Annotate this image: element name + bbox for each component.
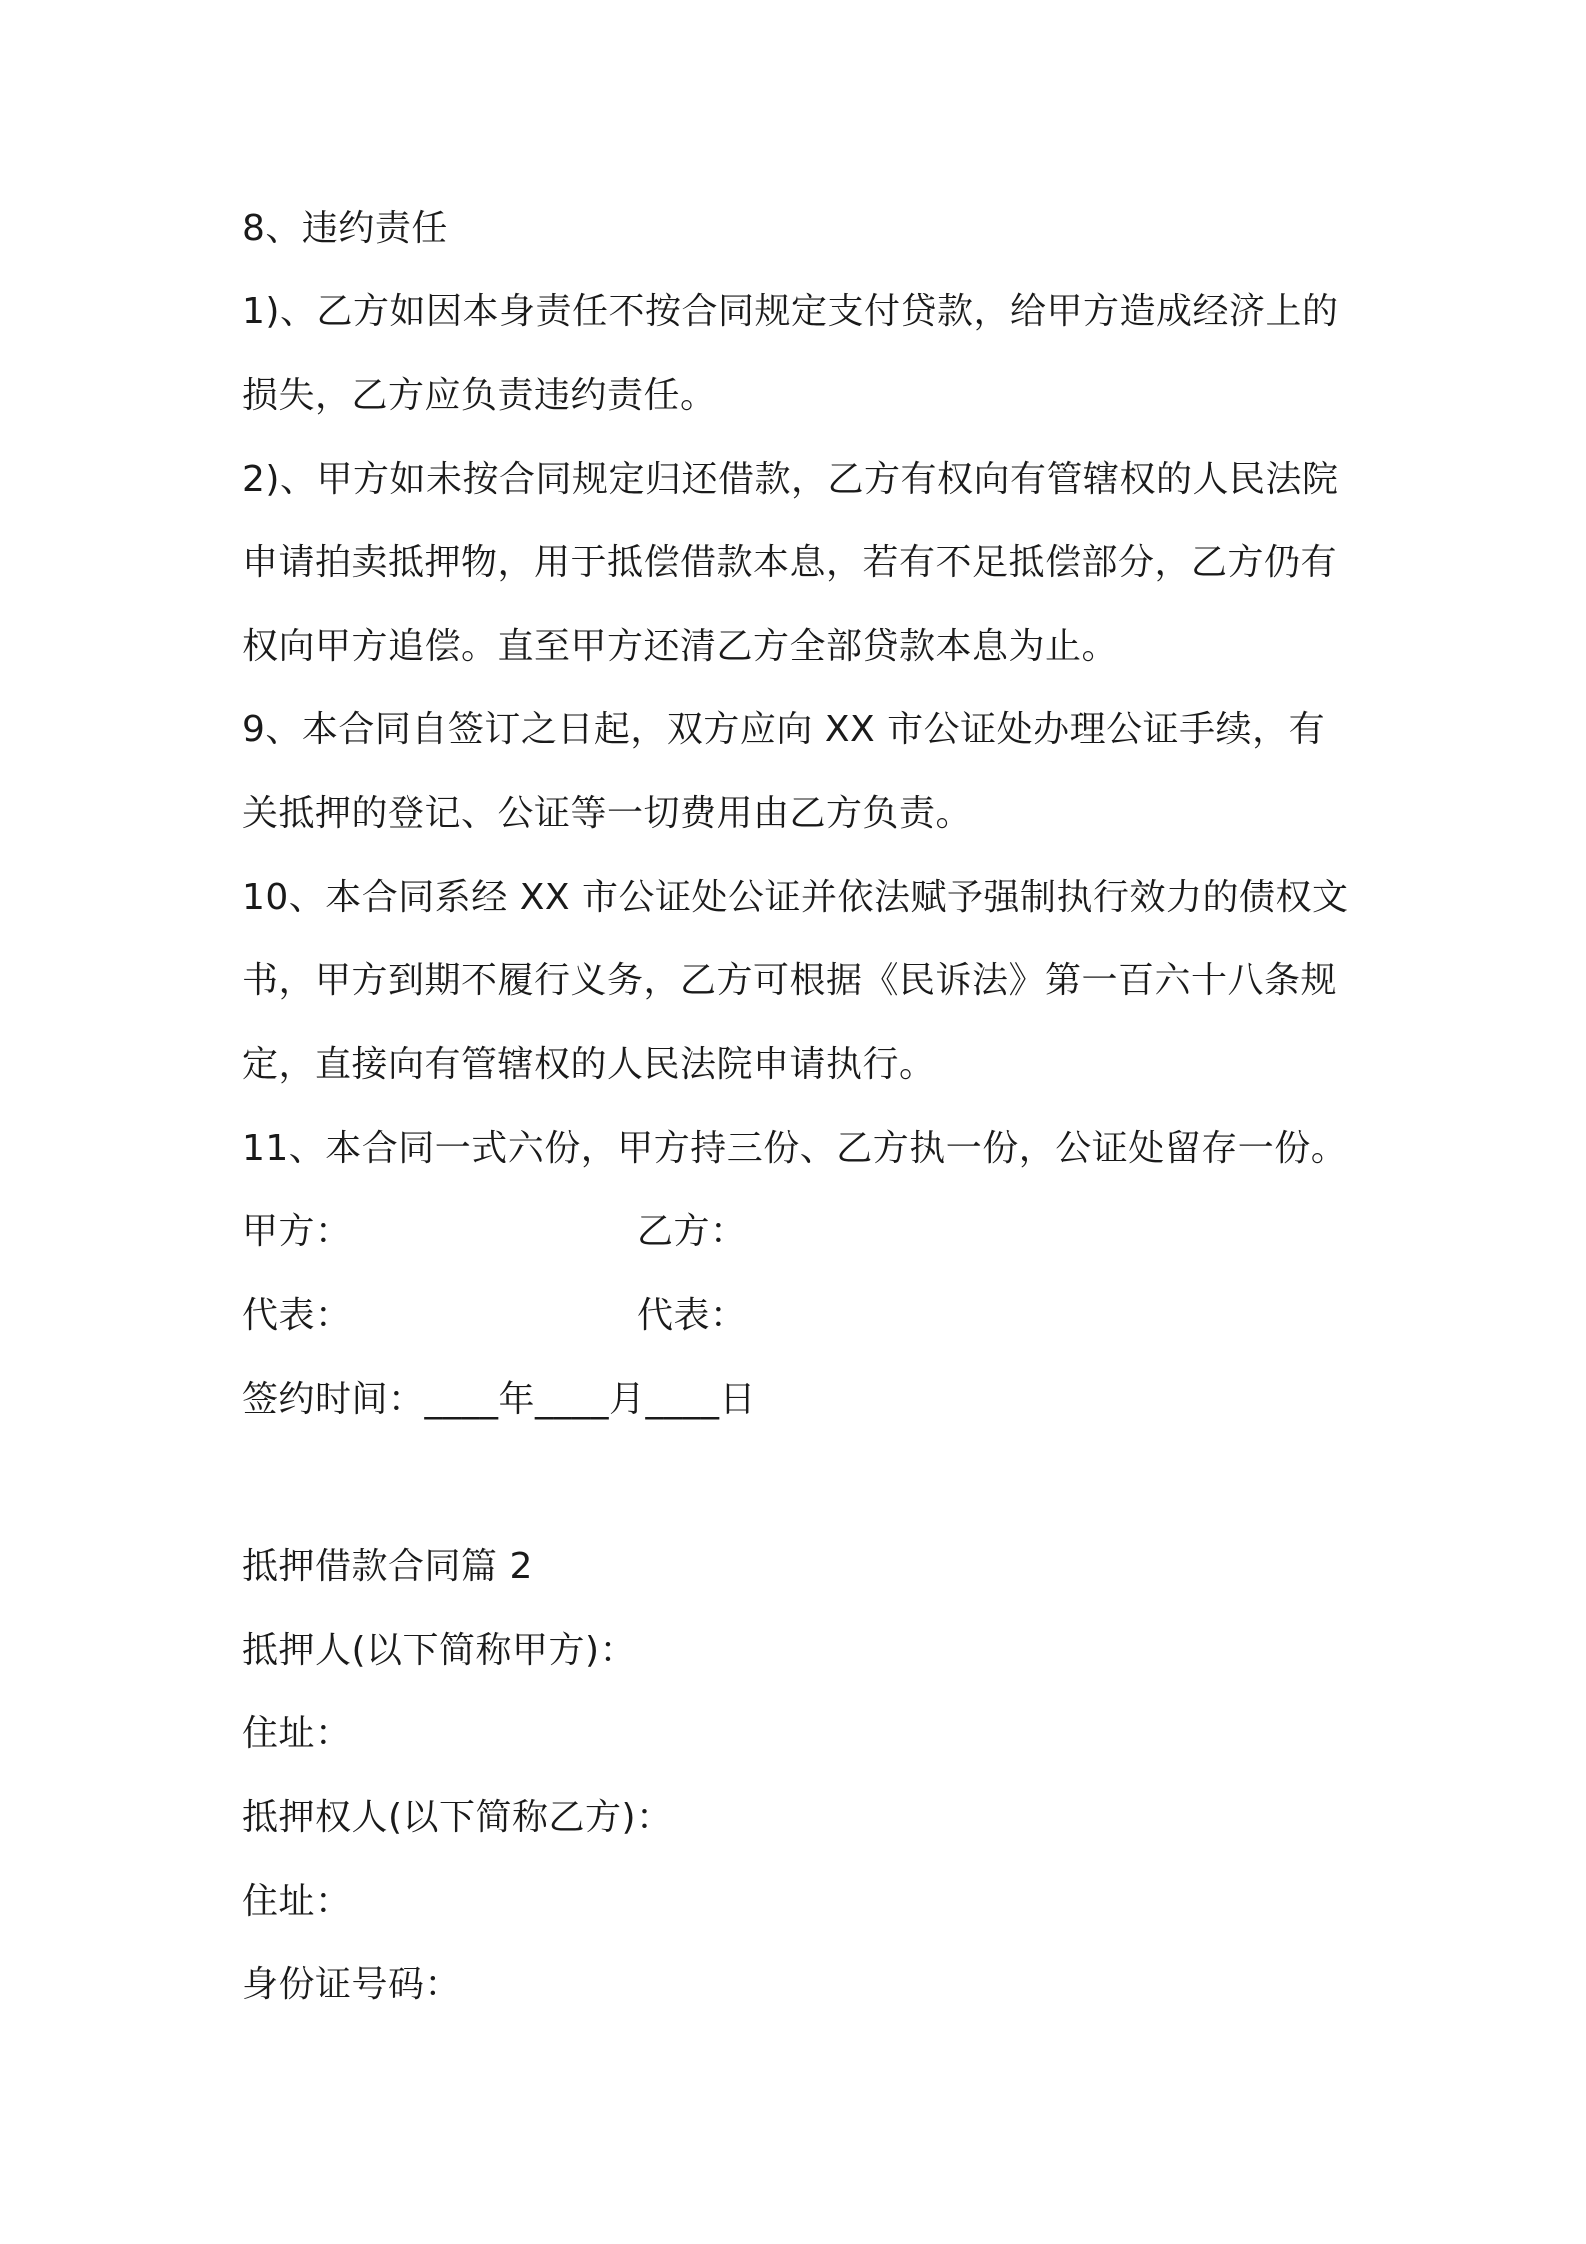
id-number-label: 身份证号码： (242, 1964, 462, 2005)
signing-date: 签约时间：____年____月____日 (242, 1379, 757, 1420)
rep-b-label: 代表： (637, 1295, 747, 1336)
section-11-line-1: 11、本合同一式六份，甲方持三份、乙方执一份，公证处留存一份。 (242, 1128, 1348, 1169)
section-10-line-2: 书，甲方到期不履行义务，乙方可根据《民诉法》第一百六十八条规 (242, 960, 1338, 1001)
party-b-label: 乙方： (637, 1211, 747, 1252)
mortgagor-address-label: 住址： (242, 1713, 352, 1754)
section-8-item-2-line-3: 权向甲方追偿。直至甲方还清乙方全部贷款本息为止。 (242, 626, 1119, 667)
section-9-line-1: 9、本合同自签订之日起，双方应向 XX 市公证处办理公证手续，有 (242, 709, 1326, 750)
mortgagee-address-label: 住址： (242, 1881, 352, 1922)
section-8-item-1-line-1: 1)、乙方如因本身责任不按合同规定支付贷款，给甲方造成经济上的 (242, 291, 1339, 332)
party-a-label: 甲方： (242, 1211, 352, 1252)
section-9-line-2: 关抵押的登记、公证等一切费用由乙方负责。 (242, 793, 973, 834)
section-8-item-1-line-2: 损失，乙方应负责违约责任。 (242, 375, 717, 416)
section-10-line-3: 定，直接向有管辖权的人民法院申请执行。 (242, 1044, 936, 1085)
mortgagee-label: 抵押权人(以下简称乙方)： (242, 1797, 673, 1838)
signature-row-party (242, 1210, 747, 1254)
section-8-item-2-line-2: 申请拍卖抵押物，用于抵偿借款本息，若有不足抵偿部分，乙方仍有 (242, 542, 1338, 583)
section-8-item-2-line-1: 2)、甲方如未按合同规定归还借款，乙方有权向有管辖权的人民法院 (242, 459, 1339, 500)
section-8-heading: 8、违约责任 (242, 208, 448, 249)
signature-row-representative (242, 1294, 747, 1338)
mortgagor-label: 抵押人(以下简称甲方)： (242, 1630, 637, 1671)
section-10-line-1: 10、本合同系经 XX 市公证处公证并依法赋予强制执行效力的债权文 (242, 877, 1349, 918)
rep-a-label: 代表： (242, 1295, 352, 1336)
contract-2-title: 抵押借款合同篇 2 (242, 1546, 533, 1587)
